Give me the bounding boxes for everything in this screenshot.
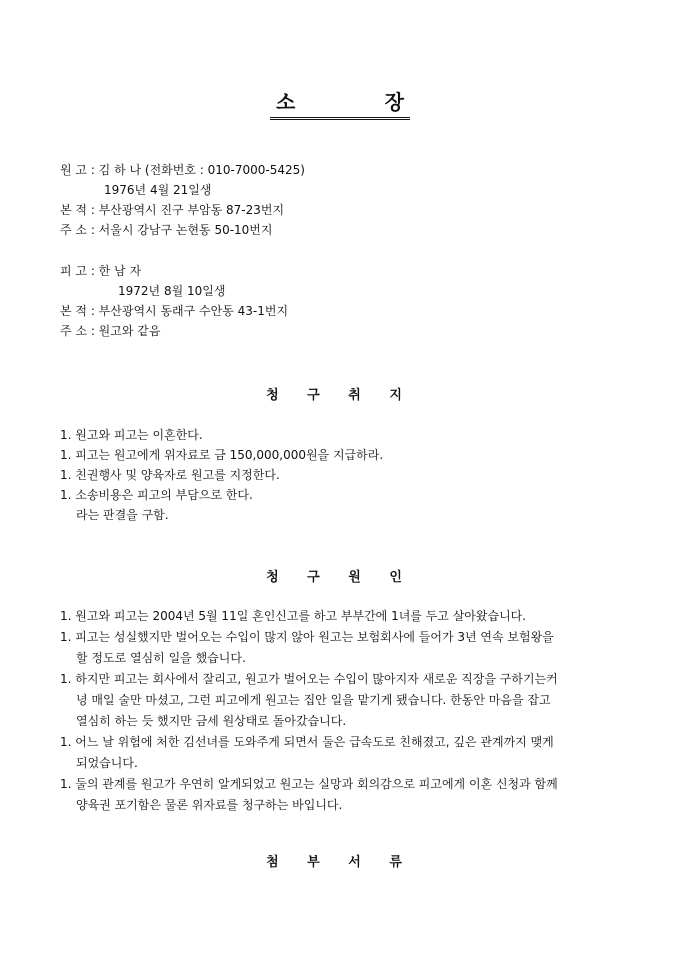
causes-heading: 청 구 원 인 xyxy=(266,570,414,585)
plaintiff-name: 원 고 : 김 하 나 (전화번호 : 010-7000-5425) xyxy=(60,163,305,177)
causes-list xyxy=(60,606,626,816)
attachments-heading: 첨 부 서 류 xyxy=(266,855,414,870)
cause-text: 1. 하지만 피고는 회사에서 잘리고, 원고가 벌어오는 수입이 많아지자 새로운 직장을 구하기는커 xyxy=(60,672,558,686)
plaintiff-origin: 본 적 : 부산광역시 진구 부암동 87-23번지 xyxy=(60,203,285,217)
claims-heading: 청 구 취 지 xyxy=(266,388,414,403)
claims-closing: 라는 판결을 구함. xyxy=(76,508,169,522)
claim-item: 1. 소송비용은 피고의 부담으로 한다. xyxy=(60,488,253,502)
claims-list xyxy=(60,425,626,525)
cause-item xyxy=(60,669,626,732)
cause-item xyxy=(60,627,626,669)
cause-text-cont: 녕 매일 술만 마셨고, 그런 피고에게 원고는 집안 일을 맡기게 됐습니다. 한동안 마음을 잡고 xyxy=(76,693,551,707)
defendant-info xyxy=(60,261,288,341)
document-title xyxy=(270,86,410,120)
defendant-address: 주 소 : 원고와 같음 xyxy=(60,324,161,338)
cause-text-cont: 되었습니다. xyxy=(76,756,138,770)
cause-item xyxy=(60,606,626,627)
title-char-2: 장 xyxy=(384,90,404,114)
defendant-name: 피 고 : 한 남 자 xyxy=(60,264,142,278)
cause-text: 1. 둘의 관계를 원고가 우연히 알게되었고 원고는 실망과 회의감으로 피고에게 이혼 신청과 함께 xyxy=(60,777,558,791)
cause-item xyxy=(60,732,626,774)
cause-item xyxy=(60,774,626,816)
claim-item: 1. 원고와 피고는 이혼한다. xyxy=(60,428,203,442)
cause-text: 1. 원고와 피고는 2004년 5월 11일 혼인신고를 하고 부부간에 1녀를 두고 살아왔습니다. xyxy=(60,609,527,623)
title-char-1: 소 xyxy=(276,90,296,114)
cause-text: 1. 어느 날 위험에 처한 김선녀를 도와주게 되면서 둘은 급속도로 친해졌고, 깊은 관계까지 맺게 xyxy=(60,735,554,749)
plaintiff-birth: 1976년 4월 21일생 xyxy=(104,183,212,197)
cause-text-cont: 할 정도로 열심히 일을 했습니다. xyxy=(76,651,246,665)
defendant-origin: 본 적 : 부산광역시 동래구 수안동 43-1번지 xyxy=(60,304,289,318)
claim-item: 1. 피고는 원고에게 위자료로 금 150,000,000원을 지급하라. xyxy=(60,448,384,462)
cause-text-cont: 양육권 포기함은 물론 위자료를 청구하는 바입니다. xyxy=(76,798,343,812)
claim-item: 1. 친권행사 및 양육자로 원고를 지정한다. xyxy=(60,468,280,482)
cause-text-cont: 열심히 하는 듯 했지만 금세 원상태로 돌아갔습니다. xyxy=(76,714,347,728)
plaintiff-info xyxy=(60,160,305,240)
plaintiff-address: 주 소 : 서울시 강남구 논현동 50-10번지 xyxy=(60,223,273,237)
defendant-birth: 1972년 8월 10일생 xyxy=(118,284,226,298)
cause-text: 1. 피고는 성실했지만 벌어오는 수입이 많지 않아 원고는 보험회사에 들어가 3년 연속 보험왕을 xyxy=(60,630,554,644)
